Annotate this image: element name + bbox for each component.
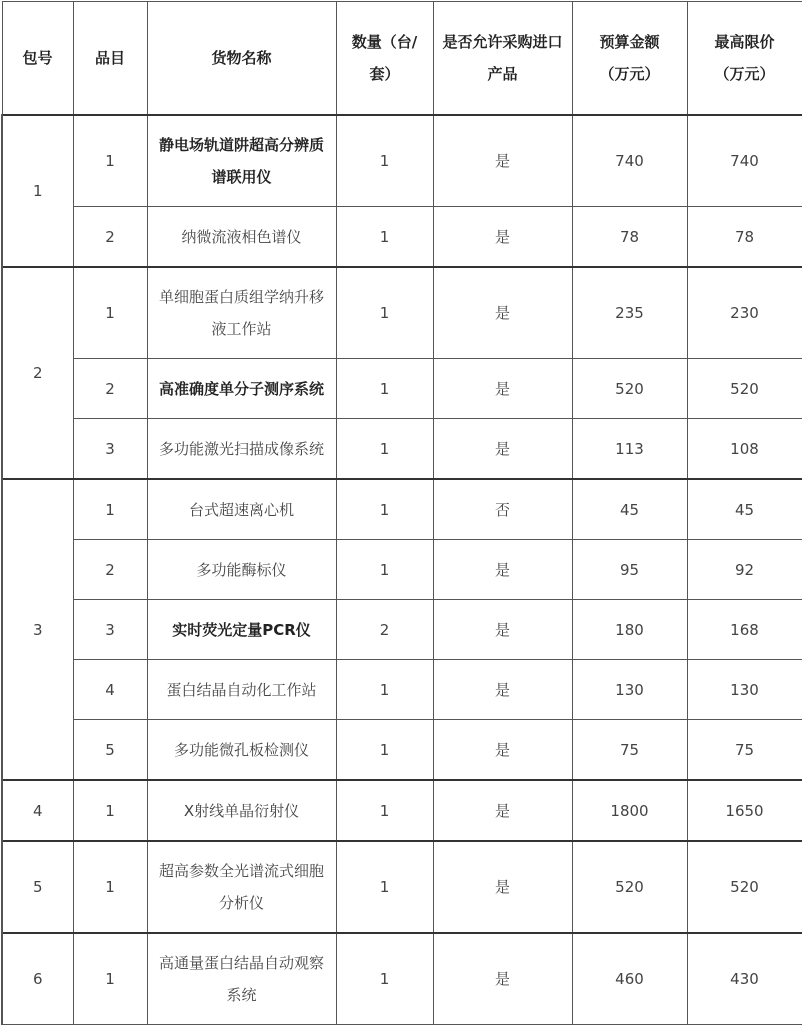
table-row xyxy=(2,419,802,480)
import-allowed-cell: 是 xyxy=(433,540,572,600)
table-header xyxy=(2,2,802,116)
budget-cell: 235 xyxy=(572,267,687,359)
quantity-cell: 1 xyxy=(336,267,433,359)
item-cell: 1 xyxy=(73,267,147,359)
max-price-cell: 130 xyxy=(687,660,802,720)
goods-name-cell: 静电场轨道阱超高分辨质谱联用仪 xyxy=(147,115,336,207)
import-allowed-cell: 是 xyxy=(433,780,572,841)
item-cell: 2 xyxy=(73,540,147,600)
budget-cell: 95 xyxy=(572,540,687,600)
table-body xyxy=(2,115,802,1025)
header-max-label: 最高限价 xyxy=(714,33,775,51)
budget-cell: 740 xyxy=(572,115,687,207)
table-row xyxy=(2,841,802,933)
package-cell: 6 xyxy=(2,933,73,1025)
max-price-cell: 75 xyxy=(687,720,802,781)
import-allowed-cell: 是 xyxy=(433,720,572,781)
quantity-cell: 1 xyxy=(336,207,433,268)
package-cell: 3 xyxy=(2,479,73,780)
item-cell: 1 xyxy=(73,479,147,540)
budget-cell: 520 xyxy=(572,841,687,933)
budget-cell: 45 xyxy=(572,479,687,540)
max-price-cell: 168 xyxy=(687,600,802,660)
header-goods-name: 货物名称 xyxy=(147,2,336,116)
max-price-cell: 92 xyxy=(687,540,802,600)
item-cell: 2 xyxy=(73,207,147,268)
header-max-unit: （万元） xyxy=(714,65,775,83)
item-cell: 3 xyxy=(73,419,147,480)
table-row xyxy=(2,207,802,268)
item-cell: 3 xyxy=(73,600,147,660)
max-price-cell: 430 xyxy=(687,933,802,1025)
import-allowed-cell: 是 xyxy=(433,207,572,268)
header-import-allowed: 是否允许采购进口产品 xyxy=(433,2,572,116)
table-row xyxy=(2,359,802,419)
item-cell: 1 xyxy=(73,115,147,207)
header-package: 包号 xyxy=(2,2,73,116)
budget-cell: 130 xyxy=(572,660,687,720)
quantity-cell: 1 xyxy=(336,660,433,720)
goods-name-cell: X射线单晶衍射仪 xyxy=(147,780,336,841)
header-max-price xyxy=(687,2,802,116)
quantity-cell: 1 xyxy=(336,479,433,540)
goods-name-cell: 多功能酶标仪 xyxy=(147,540,336,600)
header-budget-label: 预算金额 xyxy=(599,33,660,51)
package-cell: 2 xyxy=(2,267,73,479)
import-allowed-cell: 是 xyxy=(433,600,572,660)
header-quantity: 数量（台/套） xyxy=(336,2,433,116)
table-row xyxy=(2,660,802,720)
max-price-cell: 108 xyxy=(687,419,802,480)
quantity-cell: 1 xyxy=(336,780,433,841)
item-cell: 1 xyxy=(73,933,147,1025)
quantity-cell: 1 xyxy=(336,841,433,933)
budget-cell: 460 xyxy=(572,933,687,1025)
max-price-cell: 230 xyxy=(687,267,802,359)
budget-cell: 78 xyxy=(572,207,687,268)
quantity-cell: 1 xyxy=(336,540,433,600)
goods-name-cell: 高通量蛋白结晶自动观察系统 xyxy=(147,933,336,1025)
import-allowed-cell: 是 xyxy=(433,841,572,933)
import-allowed-cell: 是 xyxy=(433,359,572,419)
budget-cell: 180 xyxy=(572,600,687,660)
quantity-cell: 1 xyxy=(336,115,433,207)
header-budget xyxy=(572,2,687,116)
goods-name-cell: 超高参数全光谱流式细胞分析仪 xyxy=(147,841,336,933)
goods-name-cell: 纳微流液相色谱仪 xyxy=(147,207,336,268)
header-item: 品目 xyxy=(73,2,147,116)
max-price-cell: 740 xyxy=(687,115,802,207)
import-allowed-cell: 是 xyxy=(433,933,572,1025)
goods-name-cell: 实时荧光定量PCR仪 xyxy=(147,600,336,660)
item-cell: 2 xyxy=(73,359,147,419)
budget-cell: 1800 xyxy=(572,780,687,841)
goods-name-cell: 多功能微孔板检测仪 xyxy=(147,720,336,781)
item-cell: 1 xyxy=(73,841,147,933)
quantity-cell: 1 xyxy=(336,419,433,480)
goods-name-cell: 蛋白结晶自动化工作站 xyxy=(147,660,336,720)
table-row xyxy=(2,600,802,660)
max-price-cell: 520 xyxy=(687,359,802,419)
max-price-cell: 1650 xyxy=(687,780,802,841)
import-allowed-cell: 否 xyxy=(433,479,572,540)
import-allowed-cell: 是 xyxy=(433,267,572,359)
table-row xyxy=(2,933,802,1025)
quantity-cell: 1 xyxy=(336,359,433,419)
item-cell: 4 xyxy=(73,660,147,720)
package-cell: 4 xyxy=(2,780,73,841)
table-row xyxy=(2,720,802,781)
goods-name-cell: 多功能激光扫描成像系统 xyxy=(147,419,336,480)
import-allowed-cell: 是 xyxy=(433,660,572,720)
package-cell: 1 xyxy=(2,115,73,267)
goods-name-cell: 单细胞蛋白质组学纳升移液工作站 xyxy=(147,267,336,359)
item-cell: 5 xyxy=(73,720,147,781)
item-cell: 1 xyxy=(73,780,147,841)
quantity-cell: 1 xyxy=(336,720,433,781)
table-row xyxy=(2,540,802,600)
import-allowed-cell: 是 xyxy=(433,115,572,207)
procurement-table xyxy=(1,1,802,1025)
quantity-cell: 2 xyxy=(336,600,433,660)
max-price-cell: 520 xyxy=(687,841,802,933)
table-row xyxy=(2,479,802,540)
budget-cell: 520 xyxy=(572,359,687,419)
budget-cell: 113 xyxy=(572,419,687,480)
package-cell: 5 xyxy=(2,841,73,933)
max-price-cell: 45 xyxy=(687,479,802,540)
table-row xyxy=(2,780,802,841)
table-row xyxy=(2,115,802,207)
goods-name-cell: 台式超速离心机 xyxy=(147,479,336,540)
import-allowed-cell: 是 xyxy=(433,419,572,480)
quantity-cell: 1 xyxy=(336,933,433,1025)
max-price-cell: 78 xyxy=(687,207,802,268)
header-budget-unit: （万元） xyxy=(599,65,660,83)
goods-name-cell: 高准确度单分子测序系统 xyxy=(147,359,336,419)
budget-cell: 75 xyxy=(572,720,687,781)
table-row xyxy=(2,267,802,359)
